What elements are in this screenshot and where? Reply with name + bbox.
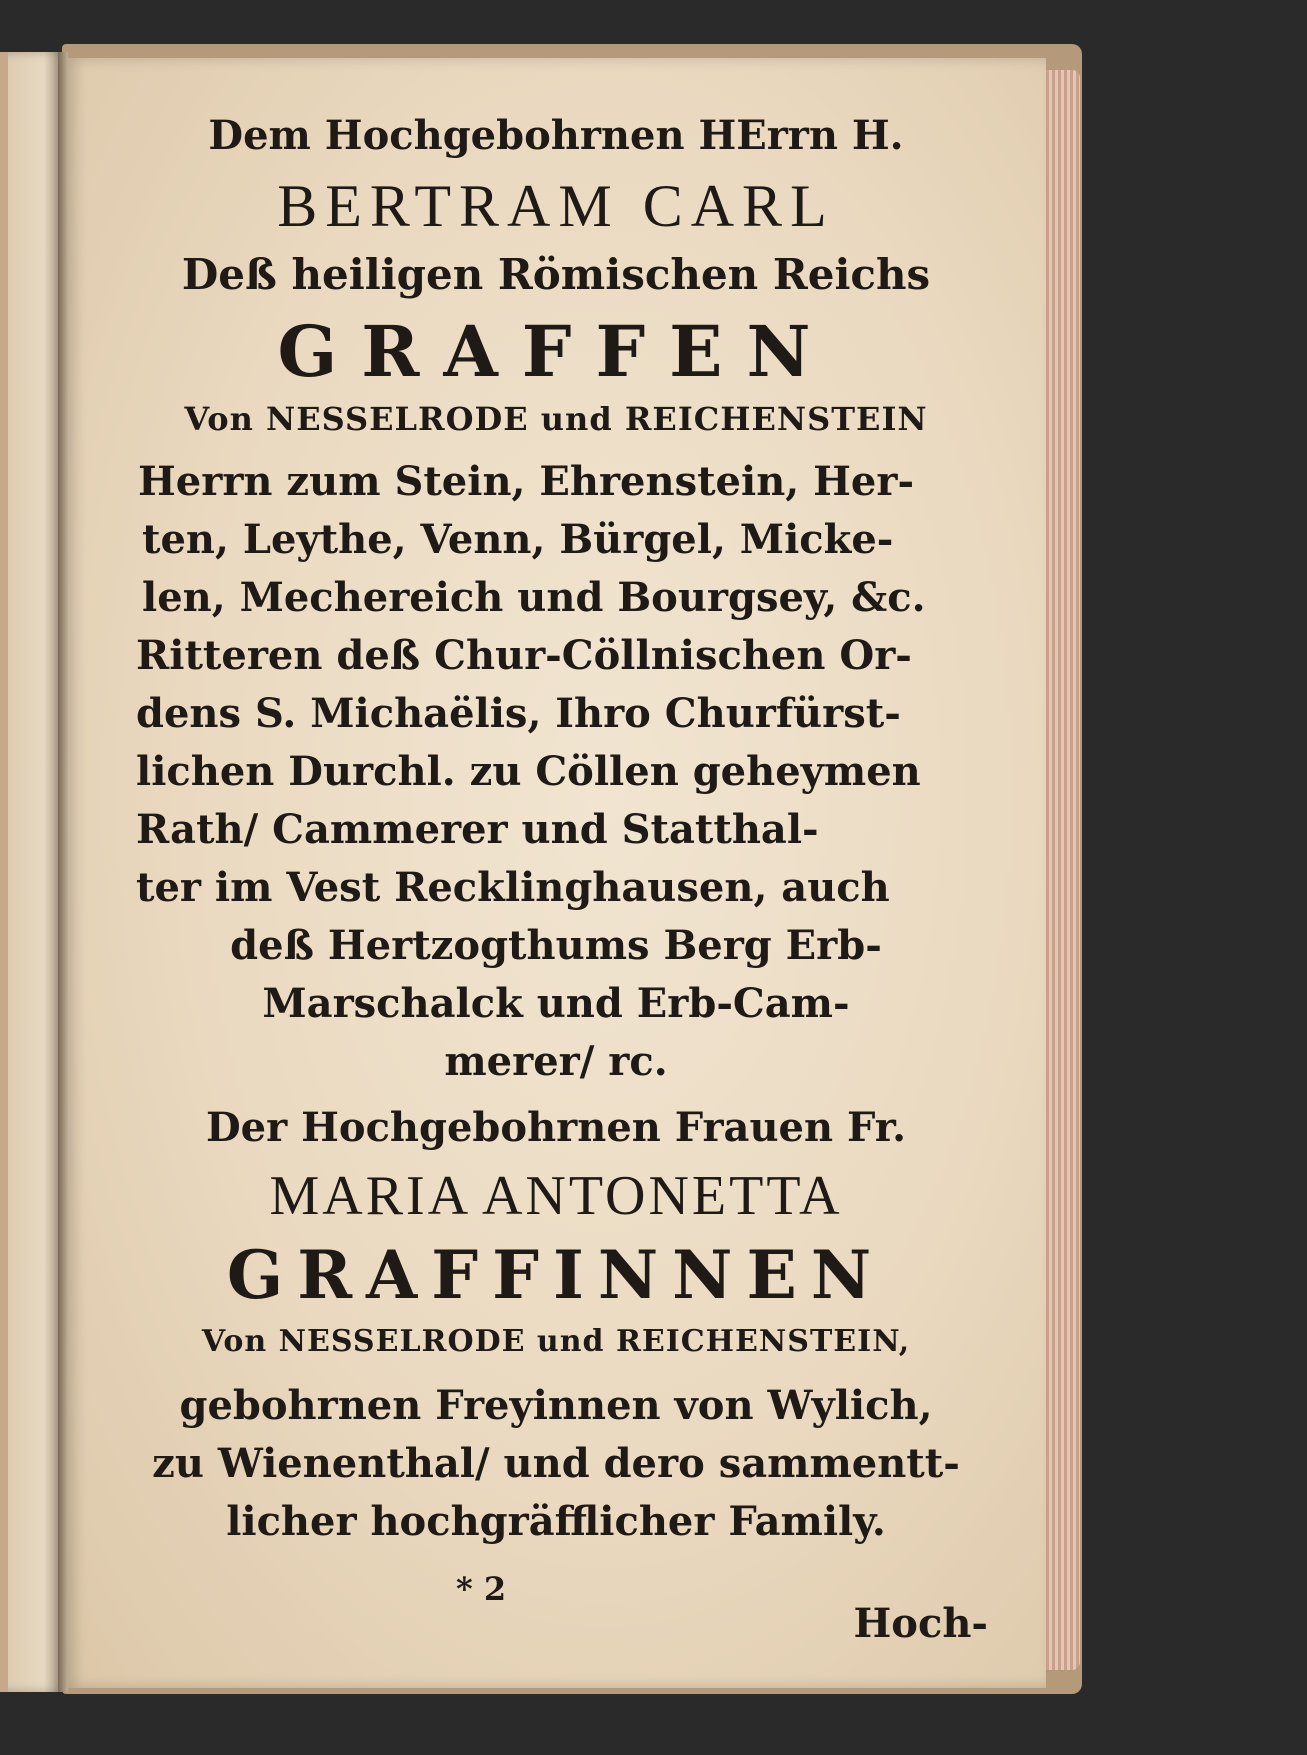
dedication-line-11: lichen Durchl. zu Cöllen geheymen — [136, 748, 921, 795]
dedicatee-name-2: MARIA ANTONETTA — [269, 1165, 843, 1227]
page-stack-edge — [1040, 70, 1080, 1670]
dedication-line-23: licher hochgräfflicher Family. — [226, 1498, 886, 1545]
dedication-line-3: Deß heiligen Römischen Reichs — [181, 250, 931, 299]
signature-mark: * 2 — [456, 1570, 507, 1608]
title-graffinnen: GRAFFINNEN — [226, 1236, 886, 1314]
dedication-line-22: zu Wienenthal/ und dero sammentt- — [152, 1440, 960, 1487]
dedication-line-8: len, Mechereich und Bourgsey, &c. — [142, 574, 926, 621]
dedication-line-5: Von NESSELRODE und REICHENSTEIN — [184, 400, 928, 438]
dedicatee-name: BERTRAM CARL — [277, 173, 835, 239]
left-page-sliver — [0, 52, 62, 1692]
dedication-line-6: Herrn zum Stein, Ehrenstein, Her- — [138, 458, 915, 505]
dedication-line-16: merer/ rc. — [444, 1038, 668, 1085]
dedication-line-13: ter im Vest Recklinghausen, auch — [136, 864, 890, 911]
dedication-line-20: Von NESSELRODE und REICHENSTEIN, — [201, 1324, 911, 1359]
dedication-line-7: ten, Leythe, Venn, Bürgel, Micke- — [142, 516, 894, 563]
left-page-edge — [0, 52, 8, 1692]
title-graffen: GRAFFEN — [277, 310, 835, 393]
dedication-line-15: Marschalck und Erb-Cam- — [262, 980, 850, 1027]
dedication-line-14: deß Hertzogthums Berg Erb- — [230, 922, 882, 969]
dedication-line-12: Rath/ Cammerer und Statthal- — [136, 806, 819, 853]
dedication-line-10: dens S. Michaëlis, Ihro Churfürst- — [136, 690, 901, 737]
dedication-line-1: Dem Hochgebohrnen HErrn H. — [208, 112, 904, 159]
catchword: Hoch- — [853, 1600, 988, 1647]
dedication-line-9: Ritteren deß Chur-Cöllnischen Or- — [136, 632, 912, 679]
dedication-line-17: Der Hochgebohrnen Frauen Fr. — [205, 1104, 907, 1151]
dedication-line-21: gebohrnen Freyinnen von Wylich, — [179, 1382, 933, 1429]
